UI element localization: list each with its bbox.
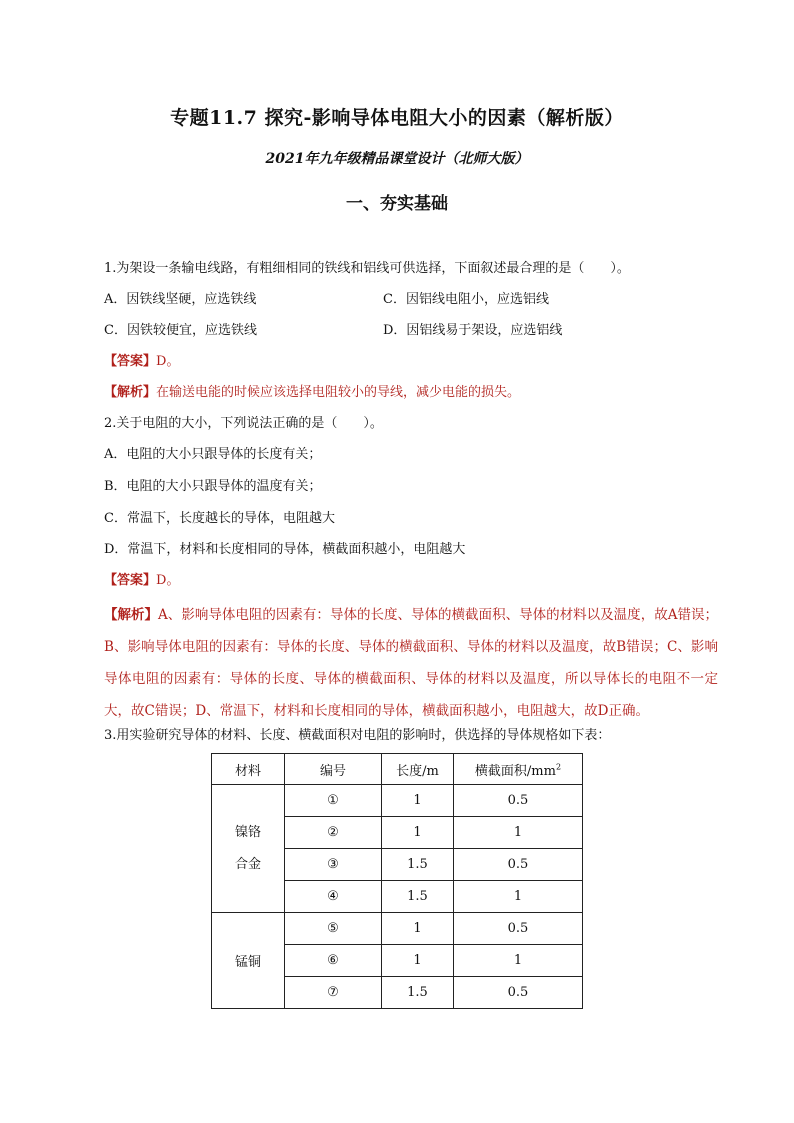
cell-area: 0.5 bbox=[454, 913, 583, 945]
answer-text: D。 bbox=[156, 573, 180, 588]
q2-option-b: B．电阻的大小只跟导体的温度有关； bbox=[104, 479, 322, 494]
q1-analysis bbox=[104, 384, 520, 402]
conductor-spec-table bbox=[211, 753, 583, 1009]
cell-length: 1.5 bbox=[382, 977, 454, 1009]
cell-area: 0.5 bbox=[454, 849, 583, 881]
page-subtitle: 2021年九年级精品课堂设计（北师大版） bbox=[265, 151, 529, 167]
cell-length: 1 bbox=[382, 945, 454, 977]
header-area-label: 横截面积/mm bbox=[474, 763, 556, 779]
table-header-row bbox=[212, 754, 583, 785]
header-number: 编号 bbox=[285, 754, 382, 785]
q1-option-a: A．因铁线坚硬，应选铁线 bbox=[104, 292, 257, 307]
cell-length: 1.5 bbox=[382, 849, 454, 881]
table-row bbox=[212, 785, 583, 817]
table-row bbox=[212, 913, 583, 945]
header-area-sup: 2 bbox=[555, 762, 562, 772]
cell-length: 1.5 bbox=[382, 881, 454, 913]
q2-stem: 2.关于电阻的大小，下列说法正确的是（ ）。 bbox=[104, 416, 383, 431]
cell-id: ③ bbox=[285, 849, 382, 881]
q1-stem: 1.为架设一条输电线路，有粗细相同的铁线和铝线可供选择，下面叙述最合理的是（ ）。 bbox=[104, 261, 630, 276]
analysis-text: 在输送电能的时候应该选择电阻较小的导线，减少电能的损失。 bbox=[156, 385, 521, 400]
cell-area: 1 bbox=[454, 881, 583, 913]
q1-option-c: C．因铁较便宜，应选铁线 bbox=[104, 323, 257, 338]
cell-area: 0.5 bbox=[454, 785, 583, 817]
analysis-tag: 【解析】 bbox=[104, 607, 159, 623]
material-nichrome-line2: 合金 bbox=[234, 856, 261, 872]
analysis-text: A、影响导体电阻的因素有：导体的长度、导体的横截面积、导体的材料以及温度，故A错误；B、影响导体电阻的因素有：导体的长度、导体的横截面积、导体的材料以及温度，故B错误；C、影响导体电阻的因素有：导体的长度、导体的横截面积、导体的材料以及温度，所以导体长的电阻不一定大，故C错误；D、常温下，材料和长度相同的导体，横截面积越小，电阻越大，故D正确。 bbox=[104, 607, 718, 719]
q2-option-d: D．常温下，材料和长度相同的导体，横截面积越小，电阻越大 bbox=[104, 542, 466, 557]
answer-tag: 【答案】 bbox=[104, 354, 157, 369]
answer-text: D。 bbox=[156, 354, 180, 369]
cell-id: ⑦ bbox=[285, 977, 382, 1009]
q2-option-c: C．常温下，长度越长的导体，电阻越大 bbox=[104, 511, 335, 526]
q1-option-b: C．因铝线电阻小，应选铝线 bbox=[383, 292, 549, 307]
section-heading: 一、夯实基础 bbox=[346, 194, 448, 214]
material-manganin: 锰铜 bbox=[212, 913, 285, 1009]
material-nichrome-line1: 镍铬 bbox=[234, 824, 261, 840]
cell-id: ① bbox=[285, 785, 382, 817]
cell-id: ⑥ bbox=[285, 945, 382, 977]
cell-length: 1 bbox=[382, 913, 454, 945]
q3-stem: 3.用实验研究导体的材料、长度、横截面积对电阻的影响时，供选择的导体规格如下表： bbox=[104, 728, 611, 743]
q1-answer bbox=[104, 353, 179, 371]
cell-length: 1 bbox=[382, 785, 454, 817]
cell-id: ② bbox=[285, 817, 382, 849]
header-length: 长度/m bbox=[382, 754, 454, 785]
q2-option-a: A．电阻的大小只跟导体的长度有关； bbox=[104, 447, 322, 462]
q2-answer bbox=[104, 572, 179, 590]
cell-area: 1 bbox=[454, 945, 583, 977]
page-title: 专题11.7 探究-影响导体电阻大小的因素（解析版） bbox=[170, 107, 624, 129]
q2-analysis bbox=[104, 599, 718, 727]
answer-tag: 【答案】 bbox=[104, 573, 157, 588]
q1-option-d: D．因铝线易于架设，应选铝线 bbox=[383, 323, 563, 338]
cell-length: 1 bbox=[382, 817, 454, 849]
header-area bbox=[454, 754, 583, 785]
cell-id: ④ bbox=[285, 881, 382, 913]
cell-area: 1 bbox=[454, 817, 583, 849]
header-material: 材料 bbox=[212, 754, 285, 785]
cell-id: ⑤ bbox=[285, 913, 382, 945]
material-nichrome bbox=[212, 785, 285, 913]
cell-area: 0.5 bbox=[454, 977, 583, 1009]
analysis-tag: 【解析】 bbox=[104, 385, 157, 400]
